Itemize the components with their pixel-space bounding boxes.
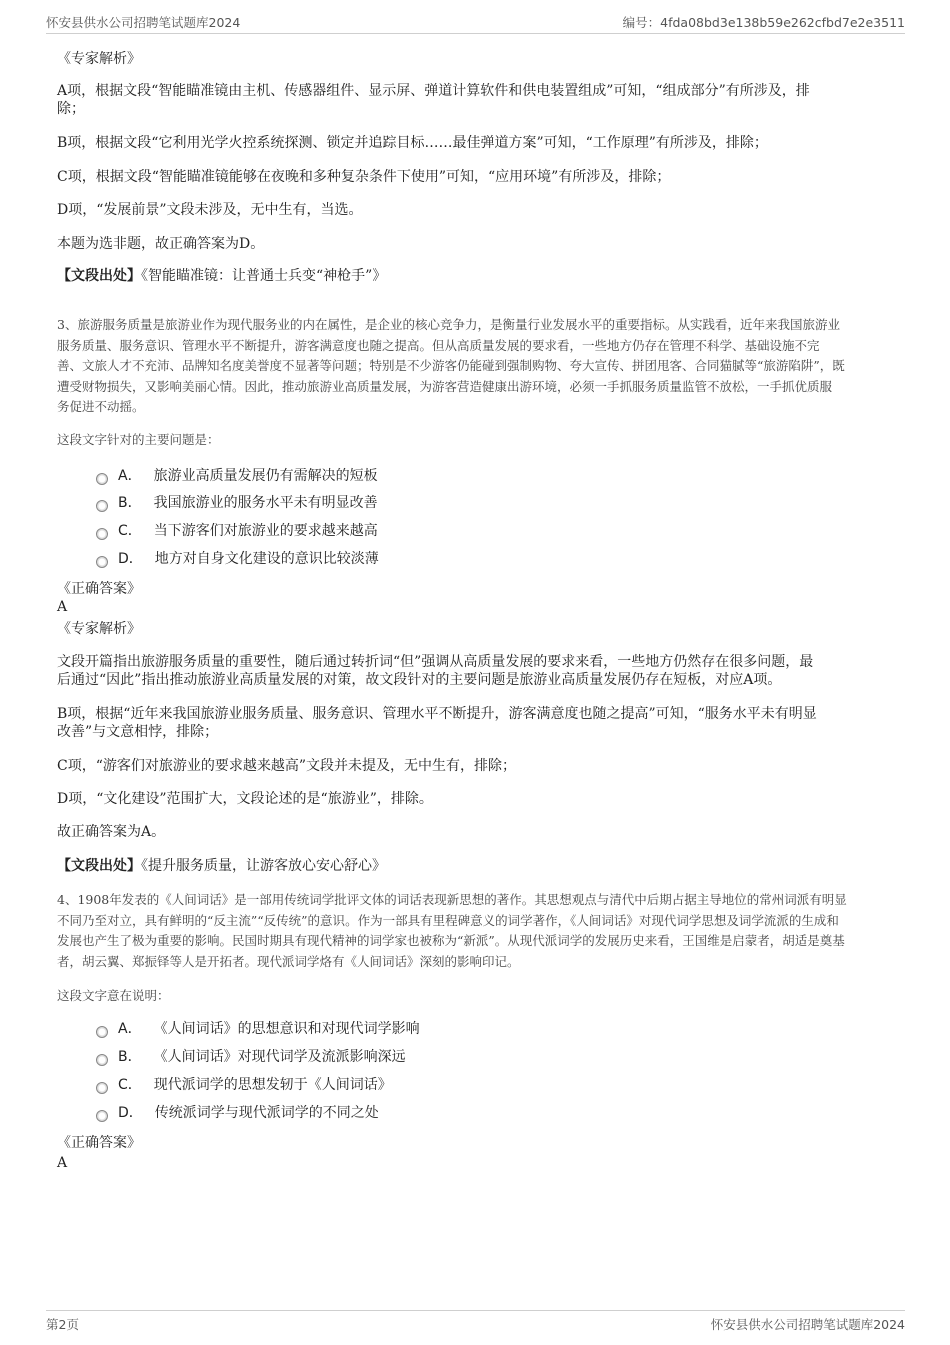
- document-id: 编号：4fda08bd3e138b59e262cfbd7e2e3511: [622, 15, 905, 30]
- radio-icon[interactable]: [96, 500, 108, 512]
- q3-answer-label: 《正确答案》: [57, 581, 141, 597]
- q3-option-b[interactable]: [96, 494, 378, 512]
- q3-passage: [57, 315, 892, 418]
- q2-source: [57, 267, 892, 285]
- option-text: 当下游客们对旅游业的要求越来越高: [153, 523, 378, 539]
- q2-analysis-label: 《专家解析》: [57, 51, 141, 67]
- option-letter: B．: [118, 495, 142, 511]
- option-text: 我国旅游业的服务水平未有明显改善: [153, 495, 378, 511]
- q2-analysis-b: B项，根据文段“它利用光学火控系统探测、锁定并追踪目标……最佳弹道方案”可知，“工作原理”有所涉及，排除；: [57, 135, 768, 151]
- radio-icon[interactable]: [96, 473, 108, 485]
- option-text: 旅游业高质量发展仍有需解决的短板: [153, 468, 378, 484]
- q3-analysis-b-line1: B项，根据“近年来我国旅游业服务质量、服务意识、管理水平不断提升，游客满意度也随之提高”可知，“服务水平未有明显: [57, 706, 817, 722]
- q2-analysis-a-line1: A项，根据文段“智能瞄准镜由主机、传感器组件、显示屏、弹道计算软件和供电装置组成”可知，“组成部分”有所涉及，排: [57, 83, 810, 99]
- q4-option-a[interactable]: [96, 1020, 420, 1038]
- q3-analysis-b-line2: 改善”与文意相悖，排除；: [57, 724, 219, 740]
- page-footer: [46, 1310, 905, 1335]
- option-text: 《人间词话》对现代词学及流派影响深远: [153, 1049, 406, 1065]
- q2-analysis-a-line2: 除；: [57, 101, 85, 117]
- q4-passage: [57, 890, 892, 972]
- radio-icon[interactable]: [96, 1082, 108, 1094]
- q4-passage-line: 发展也产生了极为重要的影响。民国时期具有现代精神的词学家也被称为“新派”。从现代派词学的发展历史来看，王国维是启蒙者，胡适是奠基: [57, 933, 845, 948]
- page-number: 第2页: [46, 1317, 79, 1332]
- option-letter: B．: [118, 1049, 142, 1065]
- footer-title: 怀安县供水公司招聘笔试题库2024: [710, 1317, 905, 1332]
- q3-option-d[interactable]: [96, 550, 379, 568]
- q4-passage-line: 4、1908年发表的《人间词话》是一部用传统词学批评文体的词话表现新思想的著作。其思想观点与清代中后期占据主导地位的常州词派有明显: [57, 892, 847, 907]
- q3-analysis-c: C项，“游客们对旅游业的要求越来越高”文段并未提及，无中生有，排除；: [57, 758, 517, 774]
- radio-icon[interactable]: [96, 1026, 108, 1038]
- q4-option-b[interactable]: [96, 1048, 406, 1066]
- q4-answer-label: 《正确答案》: [57, 1135, 141, 1151]
- q3-passage-line: 善、文旅人才不充沛、品牌知名度美誉度不显著等问题；特别是不少游客仍能碰到强制购物、夸大宣传、拼团甩客、合同猫腻等“旅游陷阱”，既: [57, 358, 845, 373]
- q4-stem: 这段文字意在说明：: [57, 988, 170, 1003]
- q4-option-d[interactable]: [96, 1104, 379, 1122]
- q2-conclusion: 本题为选非题，故正确答案为D。: [57, 236, 265, 252]
- option-text: 传统派词学与现代派词学的不同之处: [154, 1105, 379, 1121]
- q4-option-c[interactable]: [96, 1076, 392, 1094]
- radio-icon[interactable]: [96, 556, 108, 568]
- q3-answer: A: [57, 599, 68, 615]
- q2-analysis-d: D项，“发展前景”文段未涉及，无中生有，当选。: [57, 202, 363, 218]
- q3-analysis-label: 《专家解析》: [57, 621, 141, 637]
- q3-source-title: 《提升服务质量，让游客放心安心舒心》: [141, 858, 386, 874]
- q2-source-title: 《智能瞄准镜：让普通士兵变“神枪手”》: [141, 268, 387, 284]
- option-letter: C．: [118, 1077, 142, 1093]
- q3-stem: 这段文字针对的主要问题是：: [57, 432, 220, 447]
- q2-analysis-c: C项，根据文段“智能瞄准镜能够在夜晚和多种复杂条件下使用”可知，“应用环境”有所涉及，排除；: [57, 169, 671, 185]
- option-text: 现代派词学的思想发轫于《人间词话》: [153, 1077, 392, 1093]
- option-letter: A．: [118, 1021, 142, 1037]
- q3-conclusion: 故正确答案为A。: [57, 824, 166, 840]
- q3-source-tag: 【文段出处】: [57, 858, 141, 874]
- q4-passage-line: 不同乃至对立，具有鲜明的“反主流”“反传统”的意识。作为一部具有里程碑意义的词学著作，《人间词话》对现代词学思想及词学流派的生成和: [57, 912, 839, 928]
- q2-source-tag: 【文段出处】: [57, 268, 141, 284]
- radio-icon[interactable]: [96, 1054, 108, 1066]
- q3-analysis-a-line2: 后通过“因此”指出推动旅游业高质量发展的对策，故文段针对的主要问题是旅游业高质量发展仍存在短板，对应A项。: [57, 672, 782, 688]
- option-letter: C．: [118, 523, 142, 539]
- q3-analysis-d: D项，“文化建设”范围扩大，文段论述的是“旅游业”，排除。: [57, 791, 433, 807]
- q3-passage-line: 务促进不动摇。: [57, 399, 145, 414]
- q4-passage-line: 者，胡云翼、郑振铎等人是开拓者。现代派词学烙有《人间词话》深刻的影响印记。: [57, 953, 520, 969]
- radio-icon[interactable]: [96, 1110, 108, 1122]
- q3-option-c[interactable]: [96, 522, 378, 540]
- header-title: 怀安县供水公司招聘笔试题库2024: [46, 15, 241, 30]
- q3-passage-line: 3、旅游服务质量是旅游业作为现代服务业的内在属性，是企业的核心竞争力，是衡量行业发展水平的重要指标。从实践看，近年来我国旅游业: [57, 317, 840, 332]
- radio-icon[interactable]: [96, 528, 108, 540]
- q3-analysis-a-line1: 文段开篇指出旅游服务质量的重要性，随后通过转折词“但”强调从高质量发展的要求来看，一些地方仍然存在很多问题，最: [57, 654, 814, 670]
- option-letter: D．: [118, 551, 143, 567]
- option-text: 地方对自身文化建设的意识比较淡薄: [154, 551, 379, 567]
- q3-passage-line: 遭受财物损失，又影响美丽心情。因此，推动旅游业高质量发展，为游客营造健康出游环境，必须一手抓服务质量监管不放松，一手抓优质服: [57, 378, 833, 394]
- q3-option-a[interactable]: [96, 467, 378, 485]
- page-header: [46, 12, 905, 34]
- q3-source: [57, 857, 892, 875]
- option-letter: A．: [118, 468, 142, 484]
- q3-passage-line: 服务质量、服务意识、管理水平不断提升，游客满意度也随之提高。但从高质量发展的要求看，一些地方仍存在管理不科学、基础设施不完: [57, 337, 820, 353]
- q4-answer: A: [57, 1155, 68, 1171]
- option-letter: D．: [118, 1105, 143, 1121]
- option-text: 《人间词话》的思想意识和对现代词学影响: [153, 1021, 420, 1037]
